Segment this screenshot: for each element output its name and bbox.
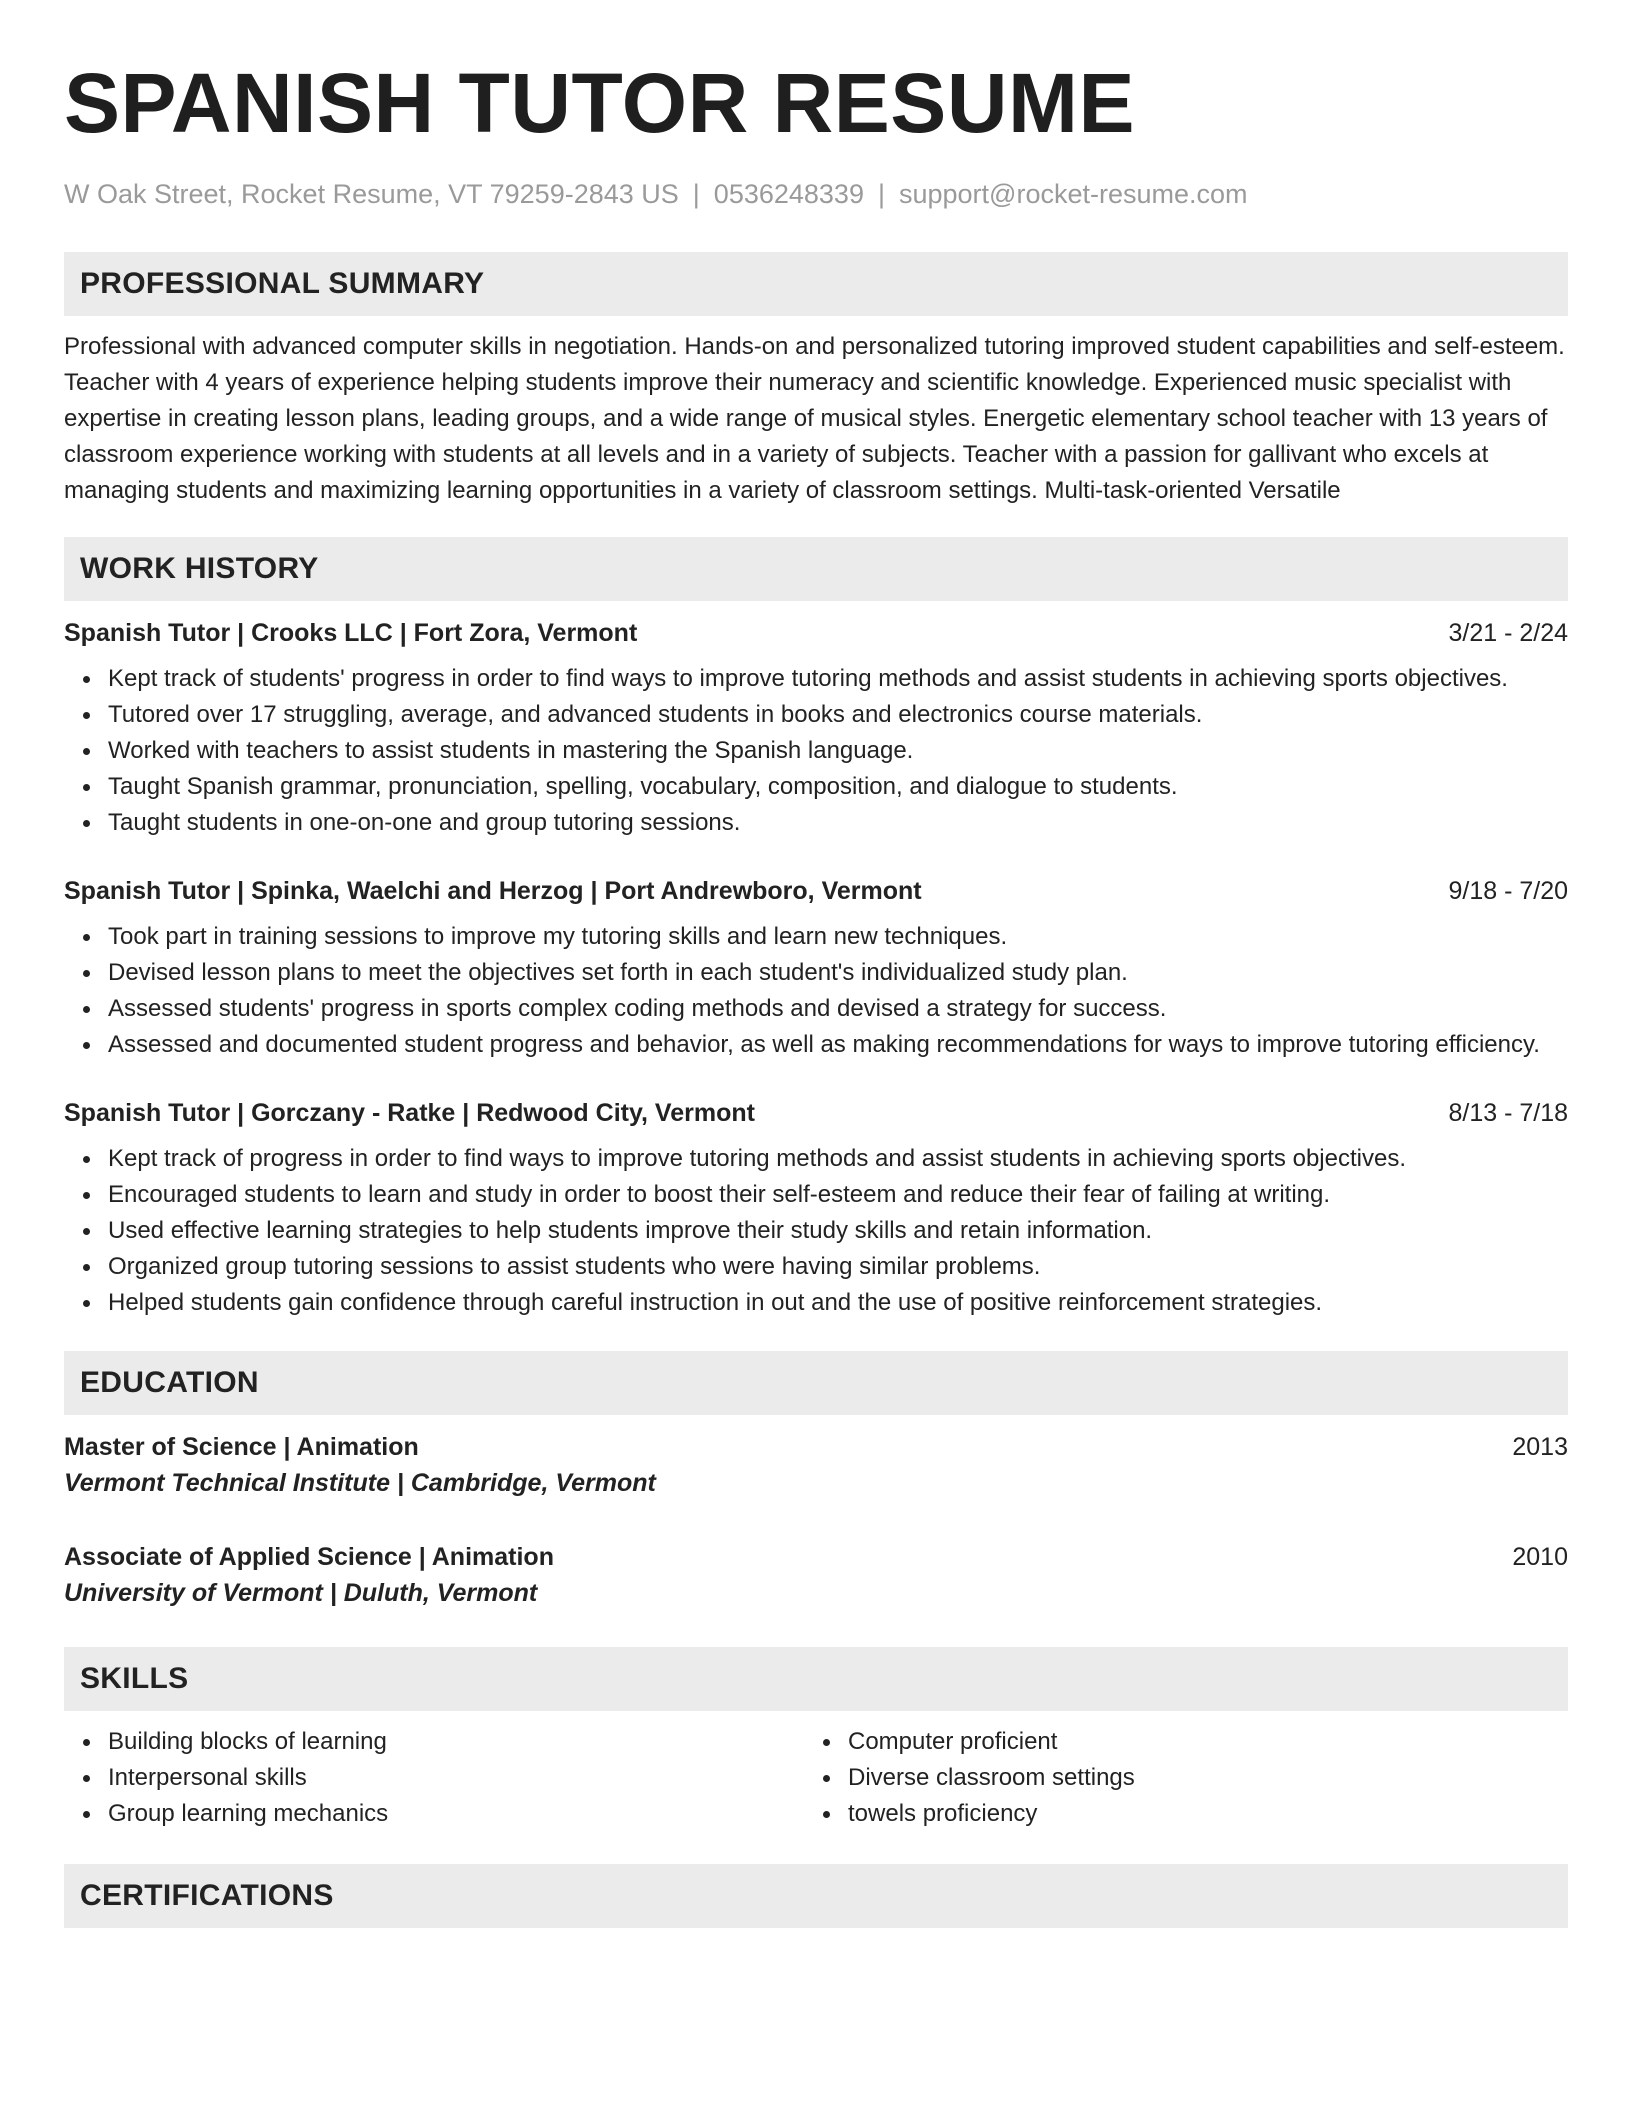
skill-item: Computer proficient [848,1724,1544,1760]
job-title: Spanish Tutor | Crooks LLC | Fort Zora, Vermont [64,619,638,647]
job-bullet: Taught Spanish grammar, pronunciation, spelling, vocabulary, composition, and dialogue to students. [108,769,1568,805]
job-entry [64,615,1568,841]
education-degree: Master of Science | Animation [64,1433,419,1461]
job-entry [64,1095,1568,1321]
job-header [64,615,1568,651]
job-bullet: Kept track of progress in order to find ways to improve tutoring methods and assist students in achieving sports objectives. [108,1141,1568,1177]
job-bullet: Tutored over 17 struggling, average, and advanced students in books and electronics course materials. [108,697,1568,733]
education-school: Vermont Technical Institute | Cambridge, Vermont [64,1469,656,1497]
skills-list [804,1724,1544,1832]
skill-item: Interpersonal skills [108,1760,804,1796]
job-bullet: Assessed and documented student progress and behavior, as well as making recommendations for ways to improve tutoring efficiency. [108,1027,1568,1063]
job-bullet: Assessed students' progress in sports complex coding methods and devised a strategy for success. [108,991,1568,1027]
job-dates: 9/18 - 7/20 [1448,877,1568,905]
job-bullets [64,661,1568,841]
contact-line [64,176,1568,212]
section-heading-certifications: CERTIFICATIONS [64,1864,1568,1928]
contact-separator: | [877,179,885,209]
job-bullet: Used effective learning strategies to help students improve their study skills and retain information. [108,1213,1568,1249]
job-bullet: Encouraged students to learn and study in order to boost their self-esteem and reduce their fear of failing at writing. [108,1177,1568,1213]
skill-item: Group learning mechanics [108,1796,804,1832]
resume-title: SPANISH TUTOR RESUME [64,56,1135,150]
job-bullet: Taught students in one-on-one and group tutoring sessions. [108,805,1568,841]
section-heading-education: EDUCATION [64,1351,1568,1415]
job-bullet: Devised lesson plans to meet the objectives set forth in each student's individualized study plan. [108,955,1568,991]
education-header [64,1539,1568,1575]
skill-item: Diverse classroom settings [848,1760,1544,1796]
job-dates: 8/13 - 7/18 [1448,1099,1568,1127]
summary-text: Professional with advanced computer skills in negotiation. Hands-on and personalized tutoring improved student capabilities and self-esteem. Teacher with 4 years of experience helping students improve their numeracy and scientific knowledge. Experienced music specialist with expertise in creating lesson plans, leading groups, and a wide range of musical styles. Energetic elementary school teacher with 13 years of classroom experience working with students at all levels and in a variety of subjects. Teacher with a passion for gallivant who excels at managing students and maximizing learning opportunities in a variety of classroom settings. Multi-task-oriented Versatile [64,333,1565,504]
job-title: Spanish Tutor | Spinka, Waelchi and Herzog | Port Andrewboro, Vermont [64,877,922,905]
job-bullet: Worked with teachers to assist students in mastering the Spanish language. [108,733,1568,769]
job-header [64,1095,1568,1131]
job-bullet: Organized group tutoring sessions to assist students who were having similar problems. [108,1249,1568,1285]
skill-item: towels proficiency [848,1796,1544,1832]
education-school: University of Vermont | Duluth, Vermont [64,1579,538,1607]
education-header [64,1429,1568,1465]
skill-item: Building blocks of learning [108,1724,804,1760]
job-title: Spanish Tutor | Gorczany - Ratke | Redwood City, Vermont [64,1099,755,1127]
contact-separator: | [692,179,700,209]
education-entry [64,1429,1568,1501]
job-bullets [64,919,1568,1063]
skills-list [64,1724,804,1832]
job-bullet: Took part in training sessions to improve my tutoring skills and learn new techniques. [108,919,1568,955]
education-entry [64,1539,1568,1611]
skills-column-right [804,1724,1544,1832]
education-degree: Associate of Applied Science | Animation [64,1543,554,1571]
skills-grid [64,1724,1568,1832]
contact-address: W Oak Street, Rocket Resume, VT 79259-2843 US [64,179,679,209]
section-heading-work-history: WORK HISTORY [64,537,1568,601]
job-entry [64,873,1568,1063]
education-year: 2013 [1512,1433,1568,1461]
skills-column-left [64,1724,804,1832]
section-heading-skills: SKILLS [64,1647,1568,1711]
section-heading-summary: PROFESSIONAL SUMMARY [64,252,1568,316]
contact-phone: 0536248339 [713,179,864,209]
job-bullets [64,1141,1568,1321]
job-bullet: Kept track of students' progress in order to find ways to improve tutoring methods and assist students in achieving sports objectives. [108,661,1568,697]
job-header [64,873,1568,909]
job-bullet: Helped students gain confidence through careful instruction in out and the use of positive reinforcement strategies. [108,1285,1568,1321]
education-year: 2010 [1512,1543,1568,1571]
contact-email: support@rocket-resume.com [898,179,1248,209]
job-dates: 3/21 - 2/24 [1448,619,1568,647]
